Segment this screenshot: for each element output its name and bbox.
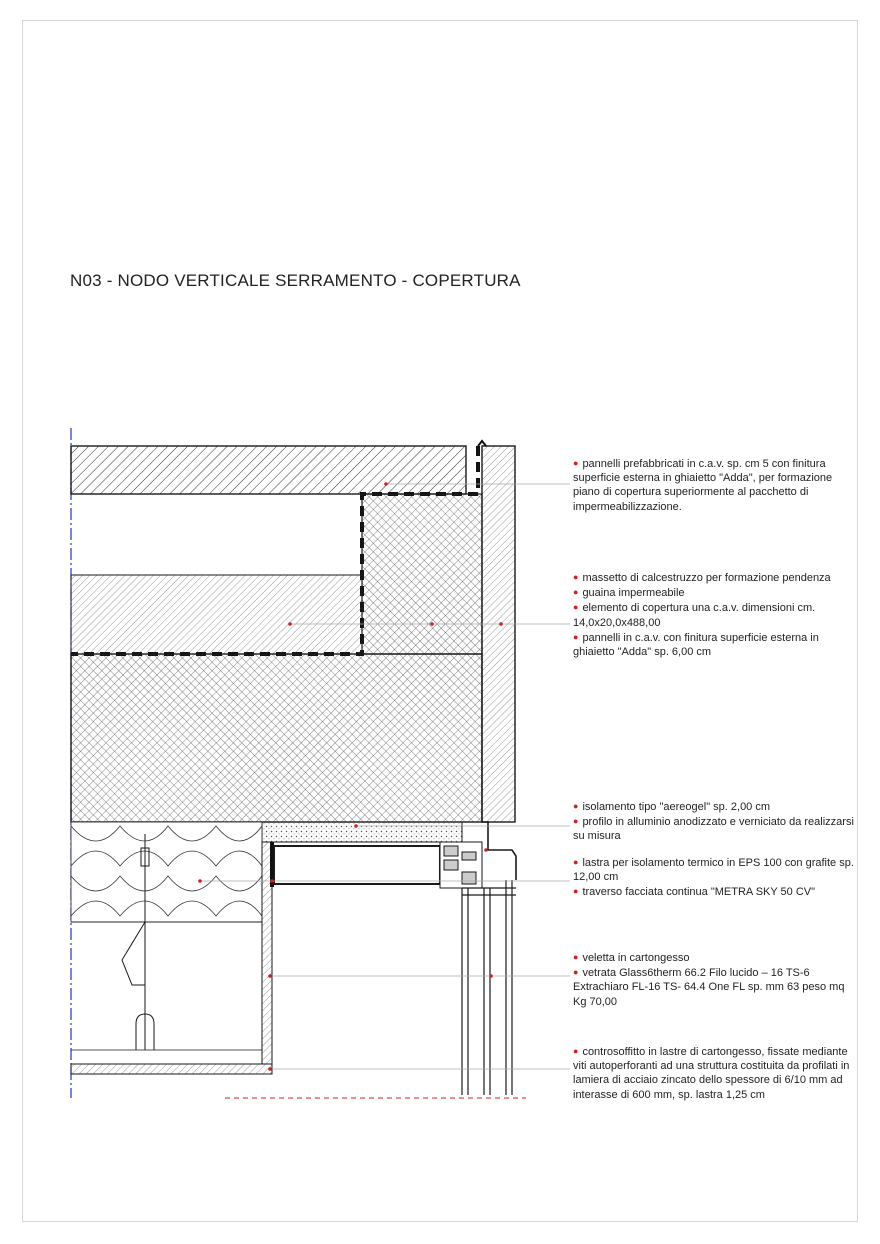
roof-element-block <box>362 494 482 654</box>
bullet-icon: ● <box>573 857 579 867</box>
eps-panel <box>274 846 440 884</box>
note-eps-transom <box>573 855 855 900</box>
bullet-icon: ● <box>573 967 579 978</box>
bullet-icon: ● <box>573 801 579 811</box>
screed-layer <box>71 575 362 654</box>
insulation-zone <box>71 822 262 922</box>
aerogel-strip <box>262 822 462 842</box>
bullet-icon: ● <box>573 816 579 827</box>
note-line: ● elemento di copertura una c.a.v. dimensioni cm. 14,0x20,0x488,00 <box>573 602 816 629</box>
note-line: ● traverso facciata continua "METRA SKY 50 CV" <box>573 886 816 899</box>
note-line: ● vetrata Glass6therm 66.2 Filo lucido – 16 TS-6 Extrachiaro FL-16 TS- 64.4 One FL sp. mm 63 peso mq Kg 70,00 <box>573 967 845 1008</box>
bullet-icon: ● <box>573 1046 579 1056</box>
glazing-lines <box>462 880 516 1095</box>
note-insulation-profile <box>573 799 855 844</box>
note-line: ● pannelli prefabbricati in c.a.v. sp. cm 5 con finitura superficie esterna in ghiaietto "Adda", per formazione piano di copertura superiormente al pacchetto di impermeabilizzazione. <box>573 458 833 513</box>
note-false-ceiling <box>573 1044 855 1102</box>
bullet-icon: ● <box>573 631 579 642</box>
note-cover-panels <box>573 456 855 514</box>
bullet-icon: ● <box>573 952 579 962</box>
note-roof-package <box>573 570 855 659</box>
note-line: ● lastra per isolamento termico in EPS 100 con grafite sp. 12,00 cm <box>573 857 854 884</box>
ceiling-board <box>71 1064 272 1074</box>
note-line: ● veletta in cartongesso <box>573 952 690 964</box>
bullet-icon: ● <box>573 458 579 468</box>
bullet-icon: ● <box>573 886 579 897</box>
note-line: ● pannelli in c.a.v. con finitura superficie esterna in ghiaietto "Adda" sp. 6,00 cm <box>573 631 819 659</box>
note-line: ● controsoffitto in lastre di cartongesso, fissate mediante viti autoperforanti ad una struttura costituita da profilati in lamiera di acciaio zincato dello spessore di 6/10 mm ad interasse di 600 mm, sp. lastra 1,25 cm <box>573 1046 850 1101</box>
top-precast-panel <box>71 446 466 494</box>
note-line: ● massetto di calcestruzzo per formazione pendenza <box>573 572 831 584</box>
sheet-title: N03 - NODO VERTICALE SERRAMENTO - COPERTURA <box>70 271 521 290</box>
note-line: ● isolamento tipo "aereogel" sp. 2,00 cm <box>573 801 771 813</box>
bullet-icon: ● <box>573 602 579 613</box>
main-beam <box>71 654 482 822</box>
bullet-icon: ● <box>573 587 579 598</box>
upstand-wall <box>482 446 515 822</box>
note-line: ● profilo in alluminio anodizzato e verniciato da realizzarsi su misura <box>573 816 854 843</box>
membrane-tip <box>478 441 486 446</box>
bullet-icon: ● <box>573 572 579 582</box>
note-veletta-glazing <box>573 950 855 1009</box>
note-line: ● guaina impermeabile <box>573 587 685 600</box>
